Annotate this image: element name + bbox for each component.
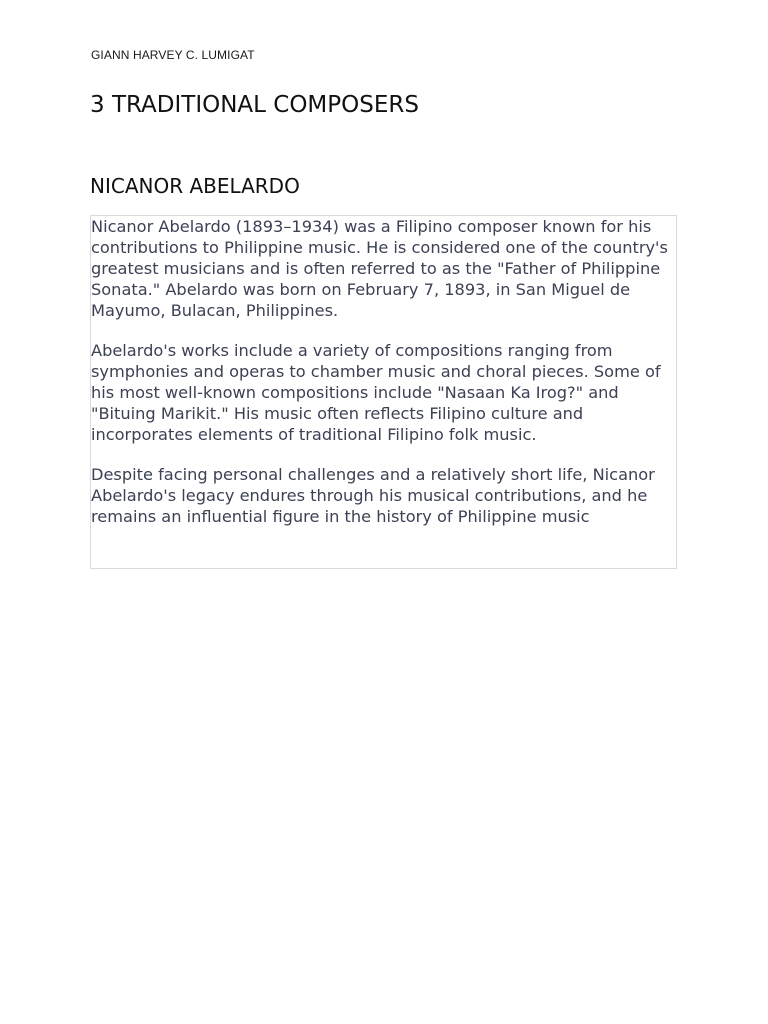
section-heading: NICANOR ABELARDO <box>90 174 300 198</box>
paragraph-intro: Nicanor Abelardo (1893–1934) was a Filipino composer known for his contributions to Philippine music. He is considered one of the country's greatest musicians and is often referred to as the "Father of Philippine Sonata." Abelardo was born on February 7, 1893, in San Miguel de Mayumo, Bulacan, Philippines. <box>91 217 668 320</box>
paragraph-legacy: Despite facing personal challenges and a relatively short life, Nicanor Abelardo's legacy endures through his musical contributions, and he remains an influential figure in the history of Philippine music <box>91 465 655 526</box>
biography-text-box <box>90 215 677 569</box>
document-title: 3 TRADITIONAL COMPOSERS <box>90 92 419 118</box>
author-name: GIANN HARVEY C. LUMIGAT <box>91 48 255 62</box>
paragraph-works: Abelardo's works include a variety of compositions ranging from symphonies and operas to chamber music and choral pieces. Some of his most well-known compositions include "Nasaan Ka Irog?" and "Bituing Marikit." His music often reflects Filipino culture and incorporates elements of traditional Filipino folk music. <box>91 341 661 444</box>
